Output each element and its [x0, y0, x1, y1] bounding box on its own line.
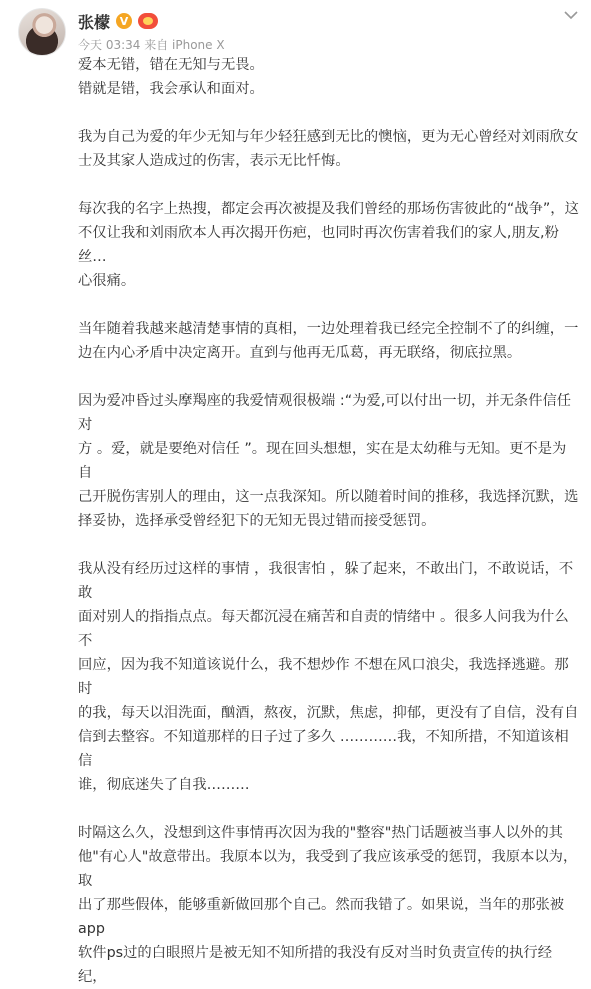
- post-line: 出了那些假体，能够重新做回那个自己。然而我错了。如果说，当年的那张被app: [78, 897, 565, 937]
- post-line: 边在内心矛盾中决定离开。直到与他再无瓜葛，再无联络，彻底拉黑。: [78, 345, 522, 361]
- post-line: 面对别人的指指点点。每天都沉浸在痛苦和自责的情绪中 。很多人问我为什么不: [78, 609, 569, 649]
- paragraph-gap: [78, 101, 580, 125]
- author-row: [78, 10, 158, 32]
- post-line: 己开脱伤害别人的理由，这一点我深知。所以随着时间的推移，我选择沉默，选: [78, 489, 579, 505]
- chevron-down-icon[interactable]: [562, 6, 580, 24]
- verified-badge-icon: V: [116, 13, 132, 29]
- post-line: 爱本无错，错在无知与无畏。: [78, 57, 264, 73]
- post-meta: 今天 03:34 来自 iPhone X: [78, 38, 225, 52]
- post-line: 时隔这么久，没想到这件事情再次因为我的"整容"热门话题被当事人以外的其: [78, 825, 563, 841]
- fan-badge-icon: [138, 13, 158, 29]
- post-line: 的我，每天以泪洗面，酗酒，熬夜，沉默，焦虑，抑郁，更没有了自信，没有自: [78, 705, 579, 721]
- post-line: 我为自己为爱的年少无知与年少轻狂感到无比的懊恼，更为无心曾经对刘雨欣女: [78, 129, 579, 145]
- post-line: 每次我的名字上热搜，都定会再次被提及我们曾经的那场伤害彼此的“战争”，这: [78, 201, 579, 217]
- post-line: 当年随着我越来越清楚事情的真相，一边处理着我已经完全控制不了的纠缠，一: [78, 321, 579, 337]
- post-line: 因为爱冲昏过头摩羯座的我爱情观很极端 :“为爱,可以付出一切，并无条件信任对: [78, 393, 572, 433]
- post-line: 不仅让我和刘雨欣本人再次揭开伤疤，也同时再次伤害着我们的家人,朋友,粉丝…: [78, 225, 559, 265]
- post-line: 他"有心人"故意带出。我原本以为，我受到了我应该承受的惩罚，我原本以为，取: [78, 849, 578, 889]
- post-line: 方 。爱，就是要绝对信任 ”。现在回头想想，实在是太幼稚与无知。更不是为自: [78, 441, 567, 481]
- post-line: 士及其家人造成过的伤害，表示无比忏悔。: [78, 153, 350, 169]
- paragraph-gap: [78, 533, 580, 557]
- paragraph-gap: [78, 365, 580, 389]
- post-body: [78, 53, 580, 989]
- paragraph-gap: [78, 293, 580, 317]
- paragraph-gap: [78, 173, 580, 197]
- post-line: 择妥协，选择承受曾经犯下的无知无畏过错而接受惩罚。: [78, 513, 436, 529]
- post-line: 谁，彻底迷失了自我………: [78, 777, 250, 793]
- post-line: 软件ps过的白眼照片是被无知不知所措的我没有反对当时负责宣传的执行经纪，: [78, 945, 553, 985]
- author-name[interactable]: 张檬: [78, 12, 111, 32]
- post-line: 错就是错，我会承认和面对。: [78, 81, 264, 97]
- avatar[interactable]: [18, 8, 66, 56]
- post-line: 我从没有经历过这样的事情 ，我很害怕 ，躲了起来，不敢出门，不敢说话，不敢: [78, 561, 574, 601]
- post-line: 信到去整容。不知道那样的日子过了多久 …………我，不知所措，不知道该相信: [78, 729, 569, 769]
- post-line: 心很痛。: [78, 273, 136, 289]
- post-line: 回应，因为我不知道该说什么，我不想炒作 不想在风口浪尖，我选择逃避。那时: [78, 657, 569, 697]
- paragraph-gap: [78, 797, 580, 821]
